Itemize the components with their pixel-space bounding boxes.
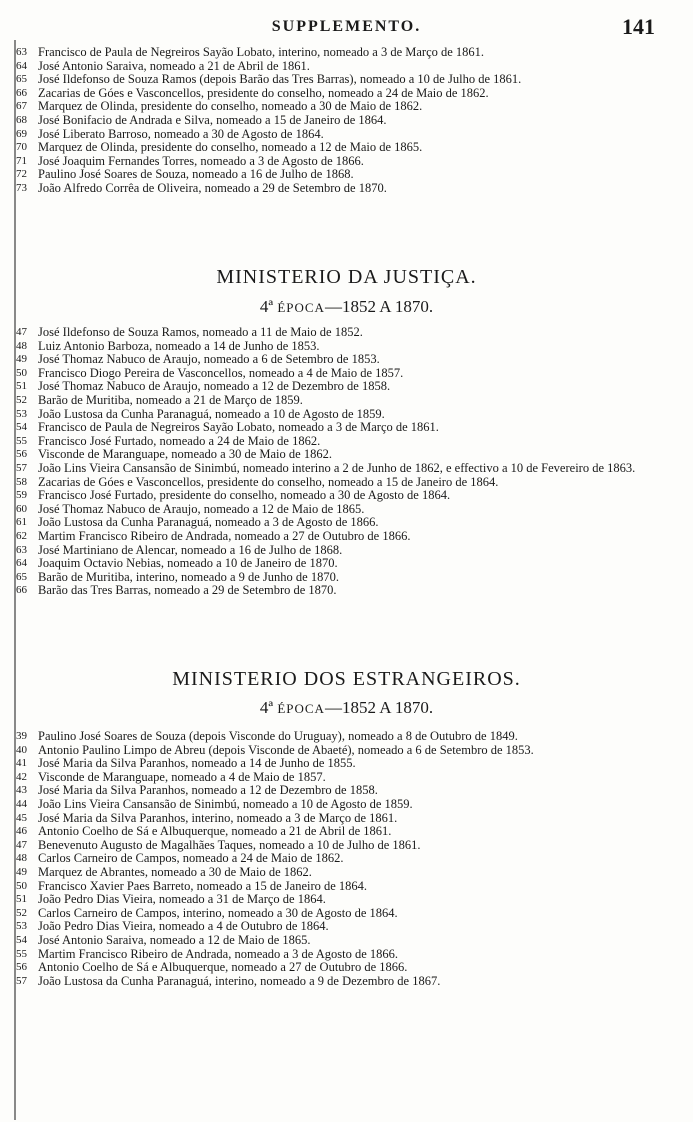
entry-number: 55 — [16, 947, 27, 960]
list-item — [16, 771, 676, 785]
entry-text: Visconde de Maranguape, nomeado a 30 de Maio de 1862. — [38, 447, 332, 462]
entry-number: 53 — [16, 920, 27, 933]
list-item — [16, 784, 676, 798]
entry-text: Carlos Carneiro de Campos, nomeado a 24 de Maio de 1862. — [38, 851, 344, 866]
list-item — [16, 100, 676, 114]
period-ministerio-estrangeiros — [0, 698, 693, 718]
entry-number: 39 — [16, 730, 27, 742]
section-continuation-list — [16, 46, 676, 196]
entry-text: João Lins Vieira Cansansão de Sinimbú, nomeado interino a 2 de Junho de 1862, e effectivo a 10 de Fevereiro de 1863. — [38, 460, 636, 475]
list-item — [16, 182, 676, 196]
list-item — [16, 584, 676, 598]
entry-number: 49 — [16, 353, 27, 366]
entry-number: 48 — [16, 339, 27, 352]
entry-number: 45 — [16, 811, 27, 824]
list-item — [16, 128, 676, 142]
entry-text: José Thomaz Nabuco de Araujo, nomeado a 6 de Setembro de 1853. — [38, 352, 380, 367]
entry-number: 47 — [16, 838, 27, 851]
entry-number: 65 — [16, 73, 27, 86]
list-item — [16, 798, 676, 812]
entry-text: José Antonio Saraiva, nomeado a 21 de Abril de 1861. — [38, 58, 310, 73]
entry-number: 58 — [16, 475, 27, 488]
list-item — [16, 893, 676, 907]
entry-text: Barão de Muritiba, nomeado a 21 de Março de 1859. — [38, 392, 303, 407]
list-item — [16, 530, 676, 544]
entry-text: Paulino José Soares de Souza, nomeado a 16 de Julho de 1868. — [38, 167, 354, 182]
entry-text: João Lustosa da Cunha Paranaguá, interino, nomeado a 9 de Dezembro de 1867. — [38, 973, 441, 988]
entry-text: Marquez de Abrantes, nomeado a 30 de Maio de 1862. — [38, 864, 312, 879]
entry-number: 49 — [16, 865, 27, 878]
list-item — [16, 757, 676, 771]
entry-number: 66 — [16, 86, 27, 99]
list-item — [16, 516, 676, 530]
entry-number: 46 — [16, 825, 27, 838]
list-item — [16, 730, 676, 744]
entry-number: 52 — [16, 906, 27, 919]
entry-text: Carlos Carneiro de Campos, interino, nomeado a 30 de Agosto de 1864. — [38, 905, 398, 920]
entry-text: José Bonifacio de Andrada e Silva, nomeado a 15 de Janeiro de 1864. — [38, 112, 387, 127]
list-item — [16, 394, 676, 408]
entry-text: Barão de Muritiba, interino, nomeado a 9 de Junho de 1870. — [38, 569, 339, 584]
section-estrangeiros-list — [16, 730, 676, 988]
list-item — [16, 880, 676, 894]
entry-text: Luiz Antonio Barboza, nomeado a 14 de Junho de 1853. — [38, 338, 320, 353]
list-item — [16, 961, 676, 975]
entry-text: José Antonio Saraiva, nomeado a 12 de Maio de 1865. — [38, 932, 311, 947]
entry-number: 40 — [16, 743, 27, 756]
entry-number: 56 — [16, 961, 27, 974]
list-item — [16, 60, 676, 74]
list-item — [16, 489, 676, 503]
list-item — [16, 168, 676, 182]
entry-number: 62 — [16, 529, 27, 542]
entry-text: Benevenuto Augusto de Magalhães Taques, nomeado a 10 de Julho de 1861. — [38, 837, 421, 852]
list-item — [16, 920, 676, 934]
entry-text: José Maria da Silva Paranhos, nomeado a 12 de Dezembro de 1858. — [38, 783, 378, 798]
entry-text: Paulino José Soares de Souza (depois Visconde do Uruguay), nomeado a 8 de Outubro de 1849. — [38, 729, 518, 743]
list-item — [16, 839, 676, 853]
list-item — [16, 46, 676, 60]
entry-number: 57 — [16, 974, 27, 987]
entry-number: 55 — [16, 434, 27, 447]
entry-text: Marquez de Olinda, presidente do conselho, nomeado a 30 de Maio de 1862. — [38, 99, 423, 114]
entry-text: Barão das Tres Barras, nomeado a 29 de Setembro de 1870. — [38, 583, 337, 598]
period-range: —1852 A 1870. — [324, 698, 434, 717]
entry-text: José Ildefonso de Souza Ramos, nomeado a 11 de Maio de 1852. — [38, 325, 363, 339]
entry-text: Francisco José Furtado, nomeado a 24 de Maio de 1862. — [38, 433, 321, 448]
list-item — [16, 975, 676, 989]
entry-text: José Liberato Barroso, nomeado a 30 de Agosto de 1864. — [38, 126, 324, 141]
list-item — [16, 503, 676, 517]
period-prefix: 4ª — [259, 698, 278, 717]
entry-text: Antonio Coelho de Sá e Albuquerque, nomeado a 21 de Abril de 1861. — [38, 824, 392, 839]
page-header — [0, 10, 693, 42]
list-item — [16, 367, 676, 381]
page-number: 141 — [622, 14, 655, 39]
entry-number: 60 — [16, 502, 27, 515]
list-item — [16, 340, 676, 354]
entry-number: 65 — [16, 570, 27, 583]
entry-number: 68 — [16, 113, 27, 126]
entry-number: 42 — [16, 770, 27, 783]
list-item — [16, 744, 676, 758]
entry-text: Visconde de Maranguape, nomeado a 4 de Maio de 1857. — [38, 769, 326, 784]
list-item — [16, 408, 676, 422]
entry-number: 69 — [16, 127, 27, 140]
entry-text: João Pedro Dias Vieira, nomeado a 4 de Outubro de 1864. — [38, 919, 329, 934]
entry-text: José Maria da Silva Paranhos, interino, nomeado a 3 de Março de 1861. — [38, 810, 398, 825]
entry-text: José Thomaz Nabuco de Araujo, nomeado a 12 de Maio de 1865. — [38, 501, 365, 516]
entry-text: Martim Francisco Ribeiro de Andrada, nomeado a 27 de Outubro de 1866. — [38, 528, 411, 543]
entry-number: 63 — [16, 543, 27, 556]
entry-text: Francisco Diogo Pereira de Vasconcellos, nomeado a 4 de Maio de 1857. — [38, 365, 404, 380]
list-item — [16, 448, 676, 462]
list-item — [16, 462, 676, 476]
entry-number: 41 — [16, 757, 27, 770]
entry-number: 57 — [16, 461, 27, 474]
entry-number: 72 — [16, 168, 27, 181]
entry-text: José Joaquim Fernandes Torres, nomeado a 3 de Agosto de 1866. — [38, 153, 364, 168]
entry-text: Marquez de Olinda, presidente do conselho, nomeado a 12 de Maio de 1865. — [38, 140, 423, 155]
entry-text: José Maria da Silva Paranhos, nomeado a 14 de Junho de 1855. — [38, 756, 356, 771]
list-item — [16, 948, 676, 962]
entry-text: João Lins Vieira Cansansão de Sinimbú, nomeado a 10 de Agosto de 1859. — [38, 796, 413, 811]
entry-number: 44 — [16, 797, 27, 810]
list-item — [16, 866, 676, 880]
heading-ministerio-estrangeiros: MINISTERIO DOS ESTRANGEIROS. — [172, 668, 521, 690]
list-item — [16, 73, 676, 87]
entry-number: 51 — [16, 380, 27, 393]
entry-number: 67 — [16, 100, 27, 113]
entry-number: 71 — [16, 154, 27, 167]
list-item — [16, 544, 676, 558]
entry-text: Francisco José Furtado, presidente do conselho, nomeado a 30 de Agosto de 1864. — [38, 488, 451, 503]
list-item — [16, 934, 676, 948]
entry-number: 64 — [16, 59, 27, 72]
list-item — [16, 380, 676, 394]
period-word: ÉPOCA — [277, 701, 325, 716]
entry-text: Zacarias de Góes e Vasconcellos, presidente do conselho, nomeado a 24 de Maio de 1862. — [38, 85, 489, 100]
period-word: ÉPOCA — [277, 300, 325, 315]
list-item — [16, 571, 676, 585]
list-item — [16, 825, 676, 839]
entry-number: 48 — [16, 852, 27, 865]
list-item — [16, 421, 676, 435]
entry-number: 54 — [16, 421, 27, 434]
list-item — [16, 141, 676, 155]
entry-number: 56 — [16, 448, 27, 461]
heading-ministerio-justica: MINISTERIO DA JUSTIÇA. — [216, 266, 477, 288]
entry-number: 47 — [16, 326, 27, 338]
entry-number: 59 — [16, 489, 27, 502]
entry-text: Francisco de Paula de Negreiros Sayão Lobato, interino, nomeado a 3 de Março de 1861. — [38, 45, 485, 59]
entry-number: 43 — [16, 784, 27, 797]
entry-text: Zacarias de Góes e Vasconcellos, presidente do conselho, nomeado a 15 de Janeiro de 1864. — [38, 474, 499, 489]
entry-number: 73 — [16, 181, 27, 194]
entry-text: José Thomaz Nabuco de Araujo, nomeado a 12 de Dezembro de 1858. — [38, 379, 391, 394]
list-item — [16, 326, 676, 340]
list-item — [16, 353, 676, 367]
entry-number: 50 — [16, 879, 27, 892]
period-range: —1852 A 1870. — [324, 297, 434, 316]
entry-number: 54 — [16, 933, 27, 946]
list-item — [16, 476, 676, 490]
entry-text: Martim Francisco Ribeiro de Andrada, nomeado a 3 de Agosto de 1866. — [38, 946, 398, 961]
entry-number: 51 — [16, 893, 27, 906]
entry-number: 66 — [16, 584, 27, 597]
entry-text: João Pedro Dias Vieira, nomeado a 31 de Março de 1864. — [38, 892, 326, 907]
entry-number: 61 — [16, 516, 27, 529]
entry-text: José Martiniano de Alencar, nomeado a 16 de Julho de 1868. — [38, 542, 343, 557]
list-item — [16, 435, 676, 449]
entry-text: João Lustosa da Cunha Paranaguá, nomeado a 10 de Agosto de 1859. — [38, 406, 385, 421]
entry-text: João Alfredo Corrêa de Oliveira, nomeado a 29 de Setembro de 1870. — [38, 180, 387, 195]
entry-number: 52 — [16, 393, 27, 406]
entry-text: Francisco Xavier Paes Barreto, nomeado a 15 de Janeiro de 1864. — [38, 878, 368, 893]
list-item — [16, 557, 676, 571]
list-item — [16, 155, 676, 169]
entry-number: 53 — [16, 407, 27, 420]
entry-number: 64 — [16, 557, 27, 570]
list-item — [16, 852, 676, 866]
list-item — [16, 907, 676, 921]
section-justica-list — [16, 326, 676, 598]
entry-number: 50 — [16, 366, 27, 379]
entry-number: 70 — [16, 141, 27, 154]
entry-text: Joaquim Octavio Nebias, nomeado a 10 de Janeiro de 1870. — [38, 556, 338, 571]
entry-number: 63 — [16, 46, 27, 58]
list-item — [16, 812, 676, 826]
entry-text: Francisco de Paula de Negreiros Sayão Lobato, nomeado a 3 de Março de 1861. — [38, 420, 439, 435]
list-item — [16, 114, 676, 128]
period-ministerio-justica — [0, 297, 693, 317]
entry-text: Antonio Paulino Limpo de Abreu (depois Visconde de Abaeté), nomeado a 6 de Setembro de 1853. — [38, 742, 534, 757]
entry-text: Antonio Coelho de Sá e Albuquerque, nomeado a 27 de Outubro de 1866. — [38, 960, 408, 975]
list-item — [16, 87, 676, 101]
entry-text: João Lustosa da Cunha Paranaguá, nomeado a 3 de Agosto de 1866. — [38, 515, 379, 530]
running-head: SUPPLEMENTO. — [271, 18, 422, 35]
entry-text: José Ildefonso de Souza Ramos (depois Barão das Tres Barras), nomeado a 10 de Julho de 1861. — [38, 72, 522, 87]
period-prefix: 4ª — [259, 297, 278, 316]
